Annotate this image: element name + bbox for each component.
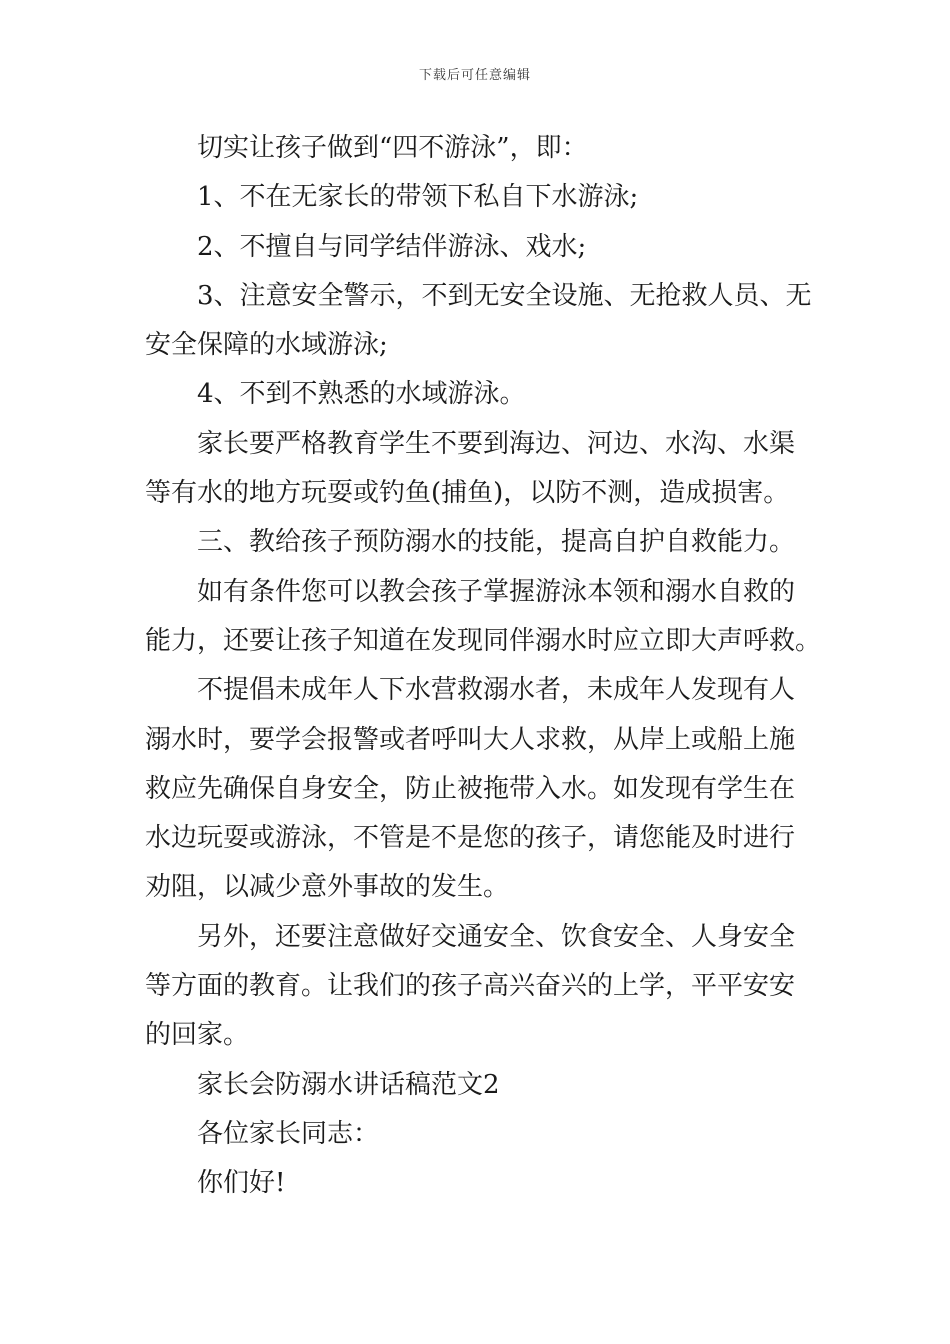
text-line: 家长要严格教育学生不要到海边、河边、水沟、水渠 [197,428,796,459]
list-item: 1、不在无家长的带领下私自下水游泳; [197,182,639,213]
text-line: 劝阻，以减少意外事故的发生。 [145,872,510,903]
text-line: 水边玩耍或游泳，不管是不是您的孩子，请您能及时进行 [145,823,796,854]
salutation: 各位家长同志： [197,1118,380,1149]
list-item: 4、不到不熟悉的水域游泳。 [197,379,526,410]
text-line: 如有条件您可以教会孩子掌握游泳本领和溺水自救的 [197,576,796,607]
text-line: 的回家。 [145,1020,250,1051]
text-line: 救应先确保自身安全，防止被拖带入水。如发现有学生在 [145,773,796,804]
list-item: 2、不擅自与同学结伴游泳、戏水; [197,231,587,262]
text-line: 能力，还要让孩子知道在发现同伴溺水时应立即大声呼救。 [145,625,822,656]
document-body [145,124,822,1209]
text-line: 等方面的教育。让我们的孩子高兴奋兴的上学，平平安安 [145,971,796,1002]
section-heading: 三、教给孩子预防溺水的技能，提高自护自救能力。 [197,527,796,558]
text-line: 不提倡未成年人下水营救溺水者，未成年人发现有人 [197,675,796,706]
text-line: 切实让孩子做到“四不游泳”，即： [197,133,588,163]
text-line: 等有水的地方玩耍或钓鱼(捕鱼)，以防不测，造成损害。 [145,478,790,509]
text-line: 安全保障的水域游泳; [145,330,388,361]
list-item: 3、注意安全警示，不到无安全设施、无抢救人员、无 [197,280,812,311]
text-line: 溺水时，要学会报警或者呼叫大人求救，从岸上或船上施 [145,724,796,755]
text-line: 另外，还要注意做好交通安全、饮食安全、人身安全 [197,921,796,952]
page-header: 下载后可任意编辑 [418,68,531,83]
article-title: 家长会防溺水讲话稿范文2 [197,1069,500,1100]
greeting: 你们好! [197,1168,286,1199]
